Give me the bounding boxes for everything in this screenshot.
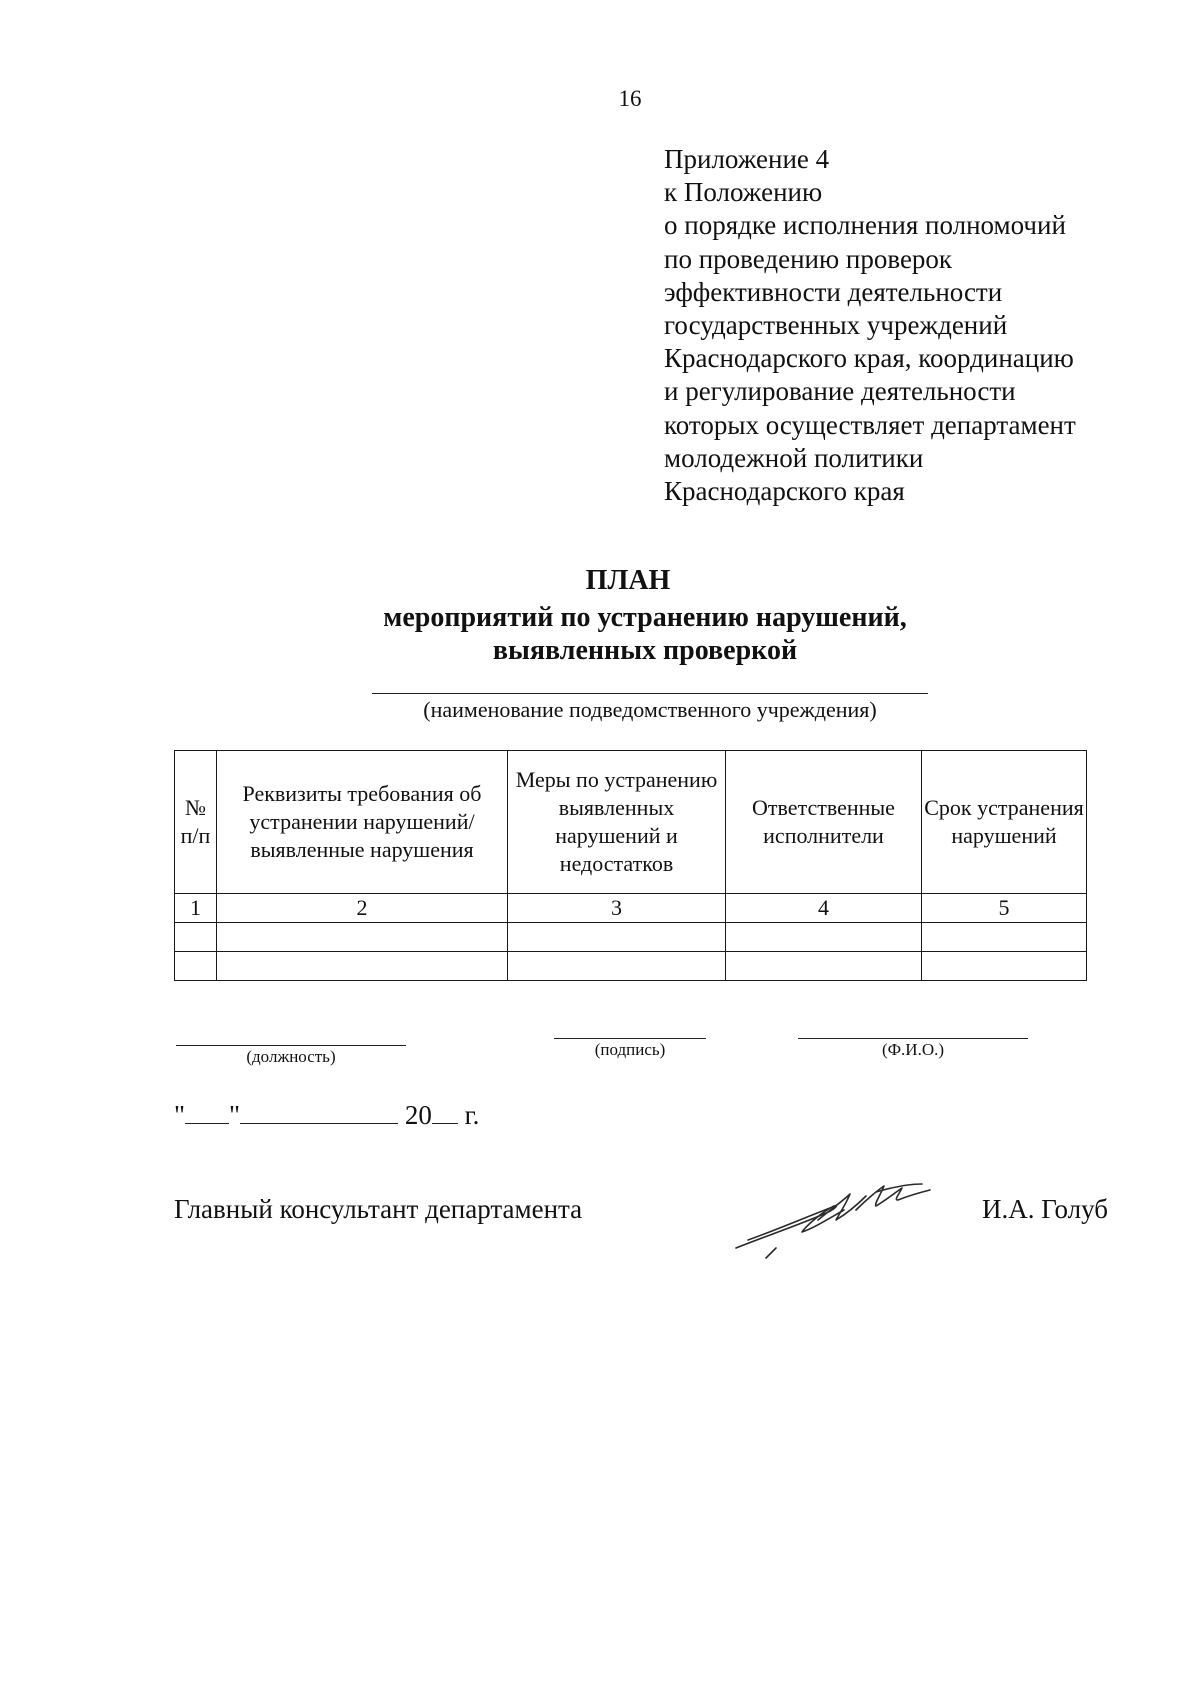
table-cell [217,952,508,981]
table-header-row [175,751,1087,894]
table-row [175,923,1087,952]
institution-blank-line [372,693,928,694]
year-suffix: г. [464,1100,480,1130]
table-cell [175,923,217,952]
annex-line: Приложение 4 [664,144,830,174]
document-heading [0,565,1200,597]
page-number: 16 [618,86,642,111]
table-cell [508,952,726,981]
consultant-position: Главный консультант департамента [174,1194,583,1224]
table-row [175,894,1087,923]
annex-line: по проведению проверок [664,243,953,274]
annex-line: которых осуществляет департамент [664,409,1076,440]
table-cell [726,923,922,952]
header-deadline: Срок устранения нарушений [922,751,1087,894]
year-blank [432,1103,458,1124]
column-number-cell: 2 [217,894,508,923]
signature-caption: (подпись) [594,1040,666,1059]
annex-line: Краснодарского края, координацию [664,343,1074,374]
column-number-cell: 4 [726,894,922,923]
name-caption: (Ф.И.О.) [881,1040,945,1059]
date-line [174,1100,479,1131]
annex-line: государственных учреждений [664,310,1008,341]
position-caption: (должность) [246,1047,336,1066]
annex-line: Краснодарского края [664,476,905,507]
subtitle-line-2: выявленных проверкой [492,635,798,666]
header-responsible: Ответственные исполнители [726,751,922,894]
month-blank [240,1103,398,1124]
table-cell [508,923,726,952]
table-cell [175,952,217,981]
year-prefix: 20 [404,1100,432,1130]
column-number-cell: 1 [175,894,217,923]
signer-name: И.А. Голуб [982,1194,1108,1224]
plan-table [174,750,1087,981]
date-close-quote: " [229,1100,241,1130]
annex-line: о порядке исполнения полномочий [664,210,1066,241]
annex-block [664,143,1184,508]
annex-line: и регулирование деятельности [664,376,1016,407]
table-row [175,952,1087,981]
signature-blank-line [554,1038,706,1039]
heading-text: ПЛАН [585,565,671,596]
subtitle-line-1: мероприятий по устранению нарушений, [383,602,907,633]
header-measures: Меры по устранению выявленных нарушений и недостатков [508,751,726,894]
date-open-quote: " [174,1100,186,1130]
table-cell [217,923,508,952]
table-cell [922,923,1087,952]
institution-caption: (наименование подведомственного учреждения) [423,697,877,722]
annex-line: молодежной политики [664,442,924,473]
day-blank [185,1103,229,1124]
column-number-cell: 5 [922,894,1087,923]
name-blank-line [798,1038,1028,1039]
header-number: № п/п [175,751,217,894]
document-subtitle [370,601,920,667]
header-requirement: Реквизиты требования об устранении нарушений/ выявленные нарушения [217,751,508,894]
table-cell [726,952,922,981]
annex-line: эффективности деятельности [664,276,1003,307]
column-number-cell: 3 [508,894,726,923]
table-cell [922,952,1087,981]
position-blank-line [176,1045,406,1046]
annex-line: к Положению [664,177,823,208]
handwritten-signature [726,1170,956,1270]
